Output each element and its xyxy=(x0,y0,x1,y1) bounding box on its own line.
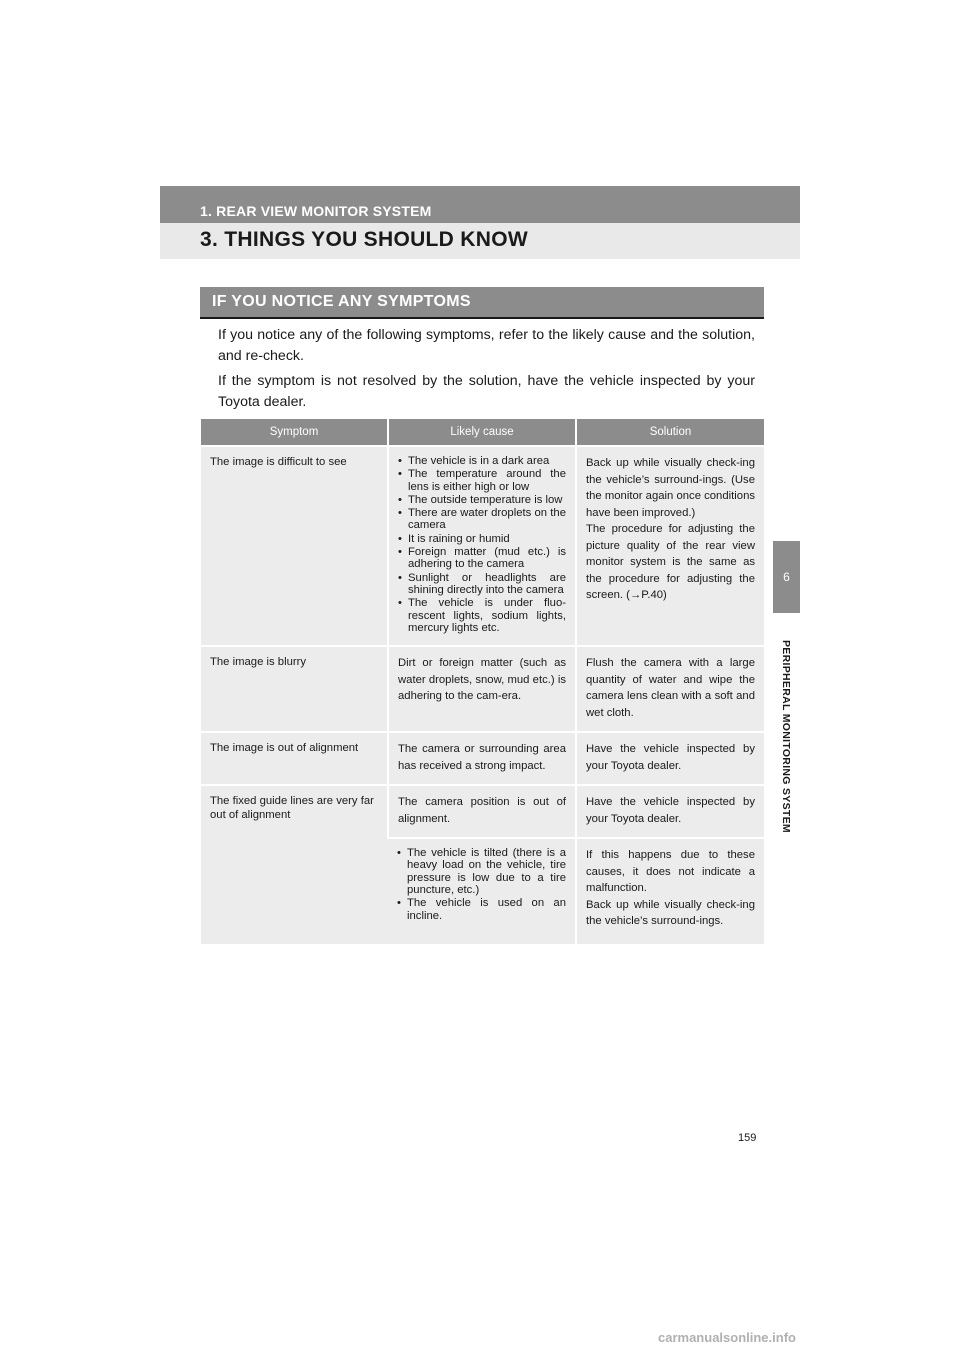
solution-cell: Have the vehicle inspected by your Toyota dealer. xyxy=(576,785,764,838)
page-title: 3. THINGS YOU SHOULD KNOW xyxy=(200,228,528,251)
symptom-cell: The image is difficult to see xyxy=(201,446,388,646)
page-number: 159 xyxy=(738,1132,757,1144)
cause-list xyxy=(398,455,566,634)
solution-cell: Have the vehicle inspected by your Toyota dealer. xyxy=(576,732,764,785)
header-solution: Solution xyxy=(576,419,764,446)
list-item: • It is raining or humid xyxy=(398,533,566,545)
intro-paragraph-2: If the symptom is not resolved by the solution, have the vehicle inspected by your Toyota dealer. xyxy=(218,373,755,410)
cause-cell: The camera position is out of alignment. xyxy=(388,785,576,838)
list-item: • The vehicle is tilted (there is a heavy load on the vehicle, tire pressure is low due to a tire puncture, etc.) xyxy=(397,847,566,896)
solution-text: If this happens due to these causes, it does not indicate a malfunction. xyxy=(586,849,755,895)
solution-text: Back up while visually check-ing the vehicle’s surround-ings. xyxy=(586,898,755,928)
header-symptom: Symptom xyxy=(201,419,388,446)
solution-text: Back up while visually check-ing the vehicle’s surround-ings. (Use the monitor again once conditions have been improved.) xyxy=(586,457,755,519)
list-item: • The temperature around the lens is either high or low xyxy=(398,468,566,493)
cause-cell xyxy=(388,838,576,944)
table-row xyxy=(201,446,764,646)
solution-text: The procedure for adjusting the picture quality of the rear view monitor system is the same as the procedure for adjusting the screen. (→P.40) xyxy=(586,523,755,601)
cause-cell: Dirt or foreign matter (such as water droplets, snow, mud etc.) is adhering to the cam-era. xyxy=(388,646,576,732)
list-item: • The vehicle is used on an incline. xyxy=(397,897,566,922)
symptoms-table xyxy=(201,419,764,944)
symptom-cell: The image is out of alignment xyxy=(201,732,388,785)
table-row xyxy=(201,785,764,838)
cause-list xyxy=(397,847,566,922)
solution-cell xyxy=(576,838,764,944)
page-header xyxy=(160,186,800,259)
table-header-row xyxy=(201,419,764,446)
header-likely-cause: Likely cause xyxy=(388,419,576,446)
chapter-label-text: PERIPHERAL MONITORING SYSTEM xyxy=(780,640,792,833)
list-item: • The outside temperature is low xyxy=(398,494,566,506)
list-item: • The vehicle is in a dark area xyxy=(398,455,566,467)
subsection-header xyxy=(200,287,764,319)
list-item: • There are water droplets on the camera xyxy=(398,507,566,532)
symptom-cell: The image is blurry xyxy=(201,646,388,732)
solution-cell: Flush the camera with a large quantity of water and wipe the camera lens clean with a soft and wet cloth. xyxy=(576,646,764,732)
watermark: carmanualsonline.info xyxy=(658,1330,796,1345)
section-title: 1. REAR VIEW MONITOR SYSTEM xyxy=(200,203,432,219)
solution-cell xyxy=(576,446,764,646)
chapter-number-tab: 6 xyxy=(773,541,800,613)
header-band xyxy=(160,186,800,223)
cause-cell xyxy=(388,446,576,646)
list-item: • Sunlight or headlights are shining directly into the camera xyxy=(398,572,566,597)
subsection-title: IF YOU NOTICE ANY SYMPTOMS xyxy=(212,293,471,310)
list-item: • Foreign matter (mud etc.) is adhering to the camera xyxy=(398,546,566,571)
cause-cell: The camera or surrounding area has received a strong impact. xyxy=(388,732,576,785)
table-row xyxy=(201,732,764,785)
intro-paragraph-1: If you notice any of the following symptoms, refer to the likely cause and the solution, and re-check. xyxy=(218,327,755,364)
symptom-cell: The fixed guide lines are very far out of alignment xyxy=(201,785,388,944)
list-item: • The vehicle is under fluo-rescent lights, sodium lights, mercury lights etc. xyxy=(398,597,566,634)
table-row xyxy=(201,646,764,732)
